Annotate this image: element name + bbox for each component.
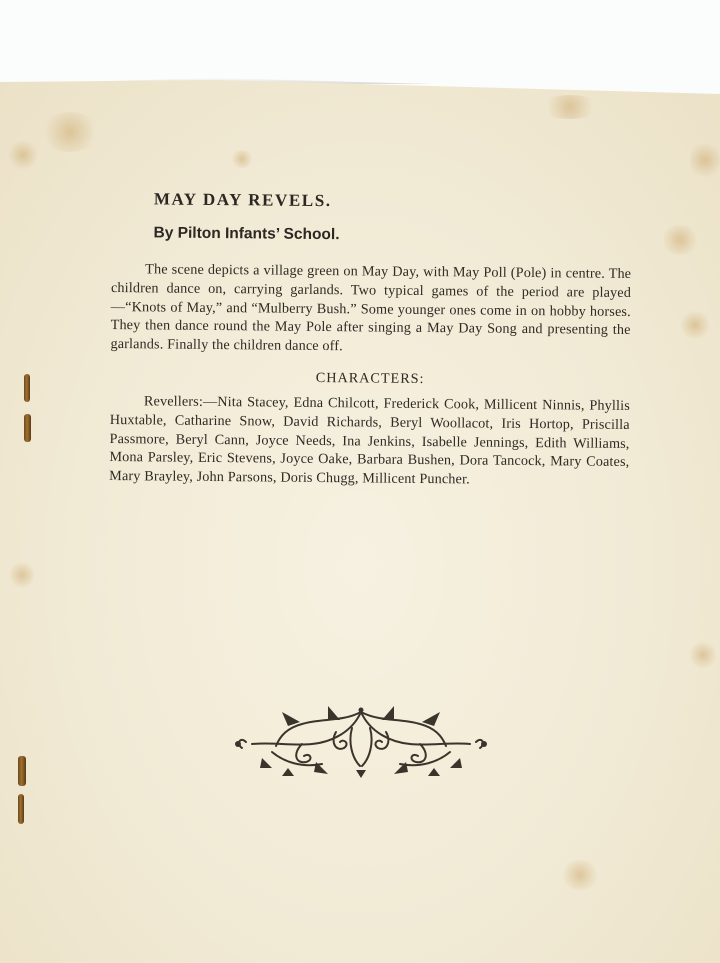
program-entry [109, 186, 632, 491]
characters-heading: CHARACTERS: [315, 369, 425, 387]
age-spot [540, 95, 600, 119]
floral-flourish-icon [232, 702, 490, 780]
staple-bottom-upper [18, 756, 26, 786]
staple-top-upper [24, 374, 30, 402]
age-spot [10, 560, 34, 590]
age-spot [560, 860, 600, 890]
staple-top-lower [24, 414, 31, 442]
age-spot [40, 112, 100, 152]
page-subtitle: By Pilton Infants’ School. [153, 224, 340, 244]
age-spot [230, 150, 254, 168]
page-title: MAY DAY REVELS. [153, 189, 332, 211]
characters-list: Revellers:—Nita Stacey, Edna Chilcott, Frederick Cook, Millicent Ninnis, Phyllis Huxtable, Catharine Snow, David Richards, Beryl Woollacot, Iris Hortop, Priscilla Passmore, Beryl Cann, Joyce Needs, Ina Jenkins, Isabelle Jennings, Edith Williams, Mona Parsley, Eric Stevens, Joyce Oake, Barbara Bushen, Dora Tancock, Mary Coates, Mary Brayley, John Parsons, Doris Chugg, Millicent Puncher. [109, 393, 630, 488]
age-spot [690, 140, 720, 180]
age-spot [680, 310, 710, 340]
scene-description: The scene depicts a village green on May Day, with May Poll (Pole) in centre. The children dance on, carrying garlands. Two typical games of the period are played—“Knots of May,” and “Mulberry Bush.” Some younger ones come in on hobby horses. They then dance round the May Pole after singing a May Day Song and presenting the garlands. Finally the children dance off. [110, 261, 632, 355]
age-spot [690, 640, 716, 670]
staple-bottom-lower [18, 794, 24, 824]
age-spot [8, 140, 38, 170]
age-spot [660, 225, 700, 255]
